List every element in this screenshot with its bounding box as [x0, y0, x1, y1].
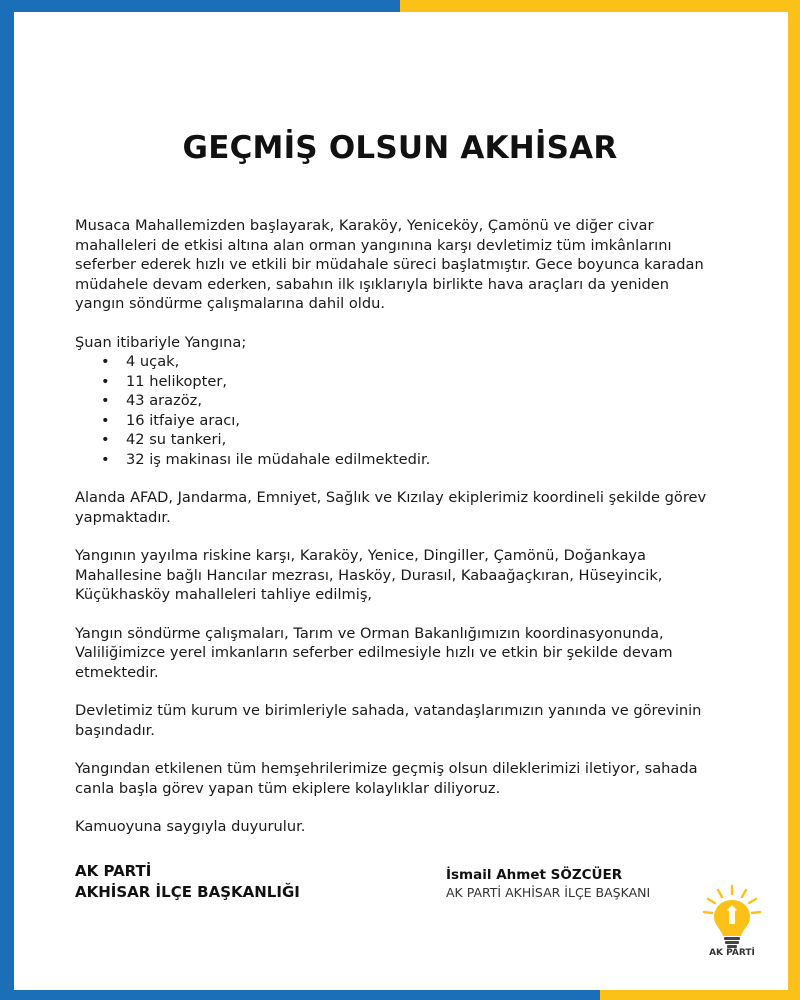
signatory-title: AK PARTİ AKHİSAR İLÇE BAŞKANI	[446, 885, 651, 900]
frame-bottom-yellow	[600, 990, 800, 1000]
bullet-icon: •	[101, 431, 110, 448]
statement-body	[75, 216, 715, 856]
bullet-icon: •	[101, 353, 110, 370]
bullet-icon: •	[101, 411, 110, 429]
bullet-icon: •	[101, 372, 110, 390]
resources-intro: Şuan itibariyle Yangına;	[75, 333, 247, 351]
paragraph-intro: Musaca Mahallemizden başlayarak, Karaköy, Yeniceköy, Çamönü ve diğer civar mahalleleri de etkisi altına alan orman yangınına karşı devletimiz tüm imkânlarını seferber ederek hızlı ve etkili bir müdahale süreci başlatmıştır. Gece boyunca karadan müdahele devam ederken, sabahın ilk ışıklarıyla birlikte hava araçları da yeniden yangın söndürme çalışmalarına dahil oldu.	[75, 217, 704, 312]
list-item: • 11 helikopter,	[101, 372, 228, 390]
frame-top-blue	[0, 0, 400, 12]
paragraph-teams: Alanda AFAD, Jandarma, Emniyet, Sağlık ve Kızılay ekiplerimiz koordineli şekilde görev yapmaktadır.	[75, 489, 707, 526]
bullet-icon: •	[101, 450, 110, 468]
paragraph-evacuation: Yangının yayılma riskine karşı, Karaköy, Yenice, Dingiller, Çamönü, Doğankaya Mahallesine bağlı Hancılar mezrası, Hasköy, Durasıl, Kabaağaçkıran, Hüseyincik, Küçükhasköy mahalleleri tahliye edilmiş,	[75, 547, 663, 603]
paragraph-state: Devletimiz tüm kurum ve birimleriyle sahada, vatandaşlarımızın yanında ve görevinin başındadır.	[75, 702, 702, 739]
paragraph-wishes: Yangından etkilenen tüm hemşehrilerimize geçmiş olsun dileklerimizi iletiyor, sahada canla başla görev yapan tüm ekiplere kolaylıklar diliyoruz.	[75, 760, 698, 797]
org-unit: AKHİSAR İLÇE BAŞKANLIĞI	[75, 883, 300, 901]
list-item: • 16 itfaiye aracı,	[101, 411, 240, 429]
paragraph-closing: Kamuoyuna saygıyla duyurulur.	[75, 818, 306, 835]
list-item: • 32 iş makinası ile müdahale edilmektedir.	[101, 450, 431, 468]
page-title: GEÇMİŞ OLSUN AKHİSAR	[182, 130, 618, 166]
logo-text: AK PARTİ	[709, 948, 755, 958]
organization-block	[75, 861, 300, 903]
signatory-name: İsmail Ahmet SÖZCÜER	[446, 867, 623, 883]
list-item: • 43 arazöz,	[101, 392, 202, 409]
frame-bottom-blue	[0, 990, 600, 1000]
frame-top-yellow	[400, 0, 800, 12]
paragraph-coordination: Yangın söndürme çalışmaları, Tarım ve Orman Bakanlığımızın koordinasyonunda, Valiliğimizce yerel imkanların seferber edilmesiyle hızlı ve etkin bir şekilde devam etmektedir.	[75, 624, 673, 681]
ak-parti-logo	[700, 884, 764, 964]
list-item: • 42 su tankeri,	[101, 431, 227, 448]
resources-list	[75, 352, 715, 469]
signature-block	[446, 866, 650, 902]
org-name: AK PARTİ	[75, 862, 152, 880]
list-item: • 4 uçak,	[101, 353, 180, 370]
bullet-icon: •	[101, 392, 110, 409]
